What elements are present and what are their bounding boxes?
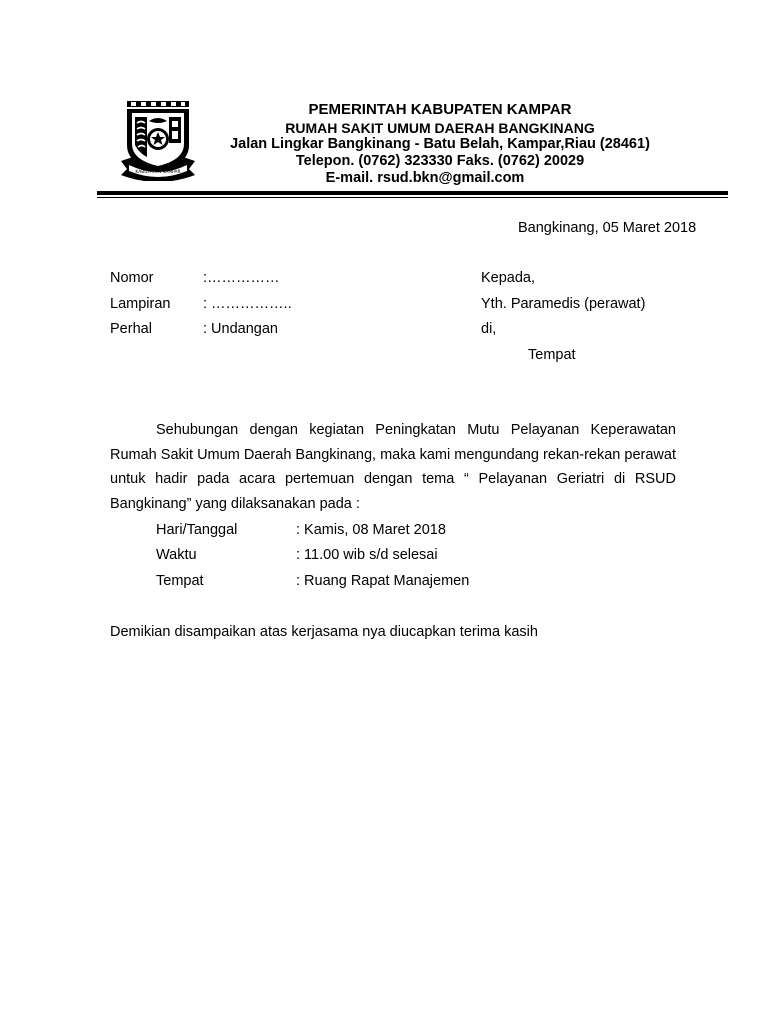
crest-ribbon-text: KABUPATEN KAMPAR [135, 170, 181, 175]
letterhead-address: Jalan Lingkar Bangkinang - Batu Belah, Kampar,Riau (28461) [230, 136, 650, 152]
recipient-name: Yth. Paramedis (perawat) [481, 296, 646, 312]
recipient-di: di, [481, 321, 497, 337]
letter-date: Bangkinang, 05 Maret 2018 [518, 220, 697, 236]
crest-icon [119, 99, 197, 181]
detail-value-place: : Ruang Rapat Manajemen [296, 573, 470, 589]
detail-label-date: Hari/Tanggal [156, 522, 238, 538]
detail-value-date: : Kamis, 08 Maret 2018 [296, 522, 446, 538]
meta-value-nomor: :…………… [203, 270, 280, 286]
meta-value-perihal: : Undangan [203, 321, 278, 337]
meta-label-lampiran: Lampiran [110, 296, 171, 312]
detail-label-place: Tempat [156, 573, 204, 589]
recipient-place: Tempat [528, 347, 576, 363]
detail-label-time: Waktu [156, 547, 197, 563]
kampar-crest-logo [119, 99, 197, 181]
meta-label-nomor: Nomor [110, 270, 154, 286]
body-paragraph: Sehubungan dengan kegiatan Peningkatan Mutu Pelayanan Keperawatan Rumah Sakit Umum Daerah Bangkinang, maka kami mengundang rekan-rekan perawat untuk hadir pada acara pertemuan dengan tema “ Pelayanan Geriatri di RSUD Bangkinang” yang dilaksanakan pada : [110, 422, 676, 512]
letterhead-hospital: RUMAH SAKIT UMUM DAERAH BANGKINANG [285, 120, 595, 136]
meta-label-perihal: Perhal [110, 321, 152, 337]
meta-value-lampiran: : …………….. [203, 296, 292, 312]
letterhead-divider-thick [97, 191, 728, 195]
letterhead-government: PEMERINTAH KABUPATEN KAMPAR [308, 101, 572, 118]
recipient-kepada: Kepada, [481, 270, 536, 286]
letterhead-phone: Telepon. (0762) 323330 Faks. (0762) 20029 [295, 153, 585, 169]
letterhead-divider-thin [97, 197, 728, 198]
detail-value-time: : 11.00 wib s/d selesai [296, 547, 438, 563]
letterhead-email: E-mail. rsud.bkn@gmail.com [325, 170, 525, 186]
closing-sentence: Demikian disampaikan atas kerjasama nya diucapkan terima kasih [110, 624, 538, 640]
